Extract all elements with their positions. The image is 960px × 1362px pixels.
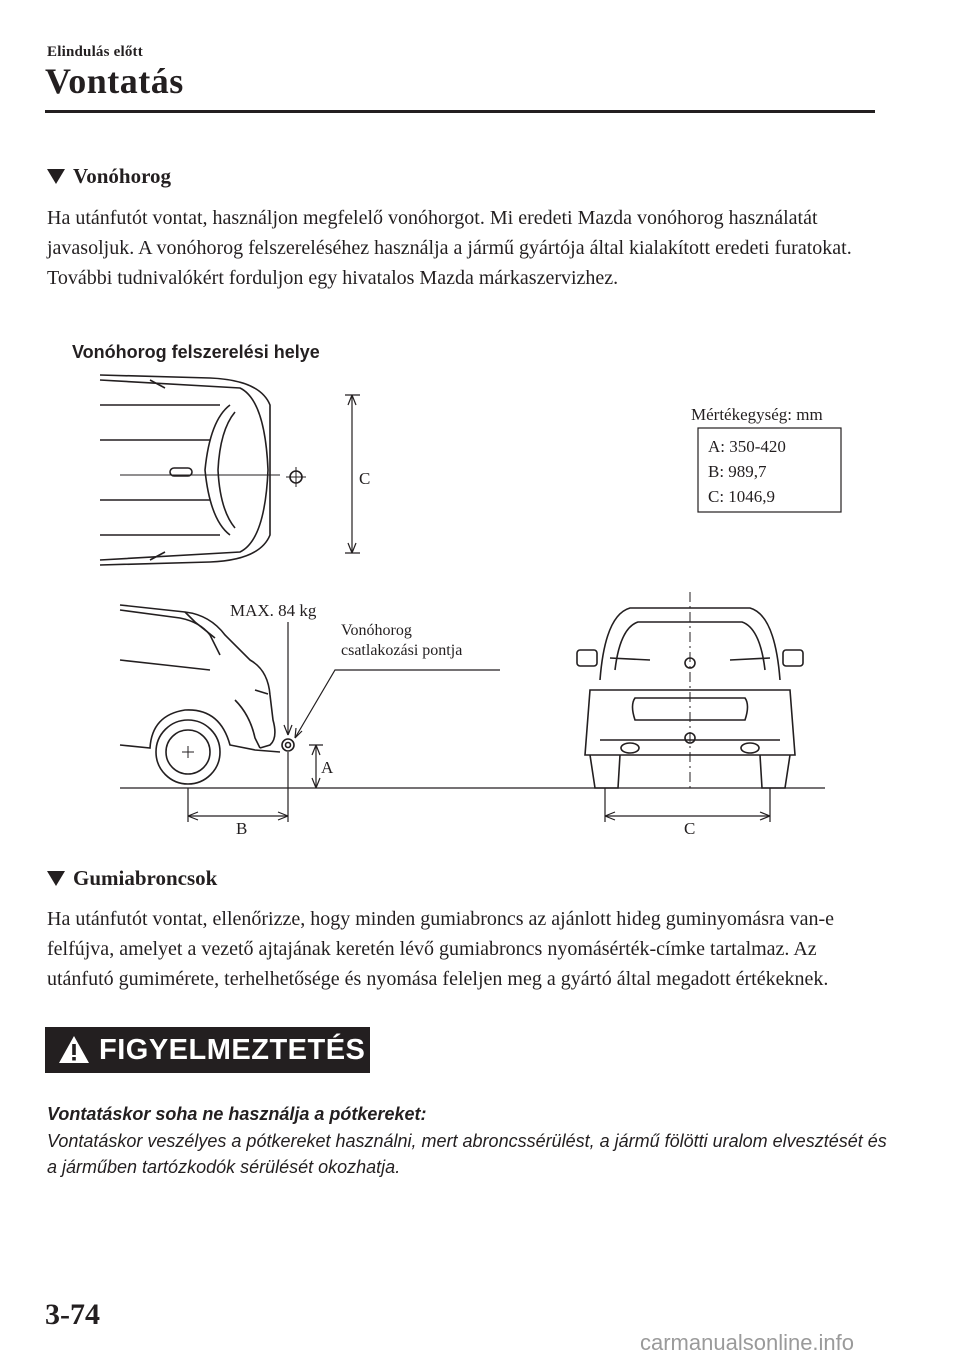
page-number: 3-74 xyxy=(45,1298,100,1331)
title-rule xyxy=(45,110,875,113)
dimension-c: C: 1046,9 xyxy=(708,487,776,506)
hitch-point-label-1: Vonóhorog xyxy=(341,622,412,639)
triangle-bullet-icon xyxy=(47,871,65,886)
hitch-point-label-2: csatlakozási pontja xyxy=(341,642,463,659)
label-c-top: C xyxy=(359,469,371,488)
dimension-b: B: 989,7 xyxy=(708,462,767,481)
watermark: carmanualsonline.info xyxy=(640,1330,855,1355)
paragraph-tires: Ha utánfutót vontat, ellenőrizze, hogy minden gumiabroncs az ajánlott hideg guminyomásra van-e felfújva, amelyet a vezető ajtajának keretén lévő gumiabroncs nyomásérték-címke tartalmaz. Az utánfutó gumimérete, terhelhetősége és nyomása feleljen meg a gyártó által megadott értékeknek. xyxy=(47,908,834,990)
hitch-installation-diagram xyxy=(90,360,860,840)
warning-body: Vontatáskor veszélyes a pótkereket használni, mert abroncssérülést, a jármű fölötti uralom elvesztését és a járműben tartózkodók sérülését okozhatja. xyxy=(47,1131,887,1177)
triangle-bullet-icon xyxy=(47,169,65,184)
warning-triangle-icon xyxy=(57,1034,91,1066)
subheading-tires xyxy=(47,866,217,891)
label-c-bottom: C xyxy=(684,819,696,838)
car-side-view xyxy=(120,605,294,784)
max-load-label: MAX. 84 kg xyxy=(230,601,317,620)
warning-title: Vontatáskor soha ne használja a pótkereket: xyxy=(47,1104,427,1124)
subheading-tires-text: Gumiabroncsok xyxy=(73,866,218,890)
page-title: Vontatás xyxy=(45,61,184,101)
subheading-hitch-text: Vonóhorog xyxy=(73,164,172,188)
car-top-view xyxy=(100,375,306,565)
unit-label: Mértékegység: mm xyxy=(691,405,823,424)
warning-banner-label: FIGYELMEZTETÉS xyxy=(99,1033,366,1066)
label-a: A xyxy=(321,758,334,777)
section-kicker: Elindulás előtt xyxy=(47,44,143,60)
dimension-a: A: 350-420 xyxy=(708,437,786,456)
figure-caption: Vonóhorog felszerelési helye xyxy=(72,342,320,362)
subheading-hitch xyxy=(47,164,171,189)
paragraph-hitch: Ha utánfutót vontat, használjon megfelelő vonóhorgot. Mi eredeti Mazda vonóhorog használatát javasoljuk. A vonóhorog felszereléséhez használja a jármű gyártója által kialakított eredeti furatokat. További tudnivalókért forduljon egy hivatalos Mazda márkaszervizhez. xyxy=(47,207,852,289)
label-b: B xyxy=(236,819,248,838)
warning-banner xyxy=(45,1027,370,1073)
